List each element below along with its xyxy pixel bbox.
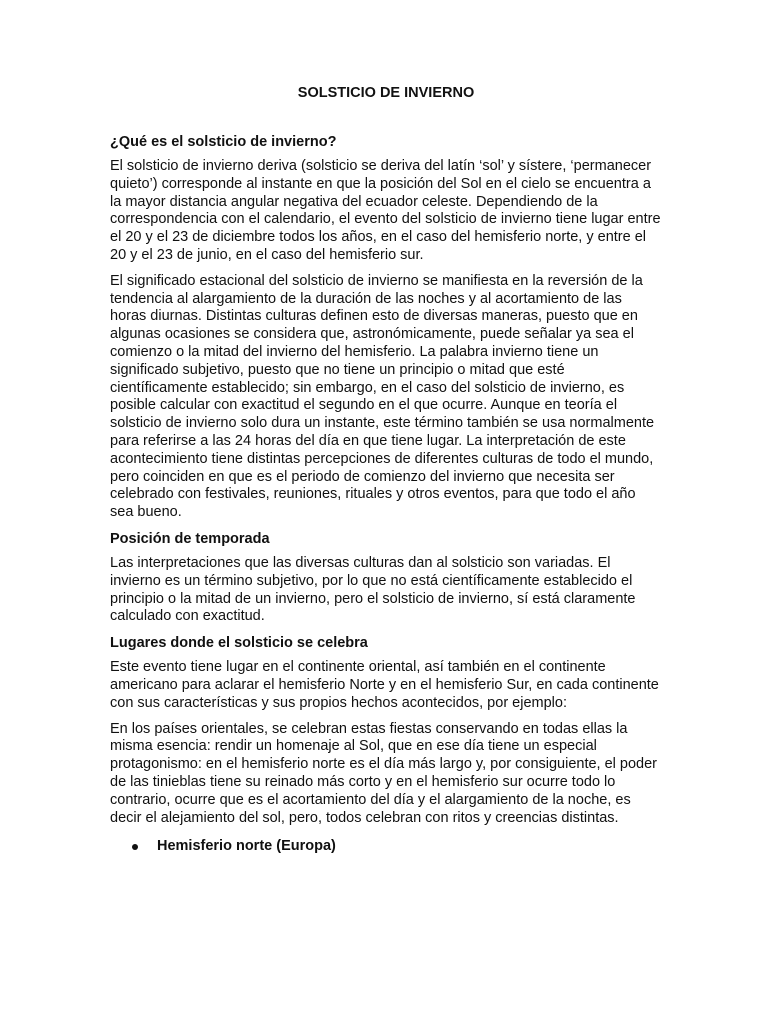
paragraph-definition: El solsticio de invierno deriva (solsticio se deriva del latín ‘sol’ y sístere, ‘permanecer quieto’) corresponde al instante en que la posición del Sol en el cielo se encuentra a la mayor distancia angular negativa del ecuador celeste. Dependiendo de la correspondencia con el calendario, el evento del solsticio de invierno tiene lugar entre el 20 y el 23 de diciembre todos los años, en el caso del hemisferio norte, y entre el 20 y el 23 de junio, en el caso del hemisferio sur. (110, 158, 661, 263)
document-title: SOLSTICIO DE INVIERNO (297, 85, 475, 101)
bullet-dot-icon (132, 844, 138, 850)
list-item (110, 837, 662, 855)
bullet-text: Hemisferio norte (Europa) (157, 838, 336, 855)
paragraph-event-location: Este evento tiene lugar en el continente oriental, así también en el continente americano para aclarar el hemisferio Norte y en el hemisferio Sur, en cada continente con sus características y sus propios hechos acontecidos, por ejemplo: (110, 659, 659, 711)
paragraph-interpretations: Las interpretaciones que las diversas culturas dan al solsticio son variadas. El invierno es un término subjetivo, por lo que no está científicamente establecido el principio o la mitad de un invierno, pero el solsticio de invierno, sí está claramente calculado con exactitud. (110, 554, 636, 625)
paragraph-eastern-countries: En los países orientales, se celebran estas fiestas conservando en todas ellas la misma esencia: rendir un homenaje al Sol, que en ese día tiene un especial protagonismo: en el hemisferio norte es el día más largo y, por consiguiente, el poder de las tinieblas tiene su reinado más corto y en el hemisferio sur ocurre todo lo contrario, ocurre que es el acortamiento del día y el alargamiento de la noche, es decir el alejamiento del sol, pero, todos celebran con ritos y creencias distintas. (110, 720, 658, 826)
section-heading-places: Lugares donde el solsticio se celebra (110, 635, 368, 652)
document-page (110, 84, 662, 855)
section-heading-season-position: Posición de temporada (110, 530, 270, 547)
paragraph-seasonal-meaning: El significado estacional del solsticio de invierno se manifiesta en la reversión de la tendencia al alargamiento de la duración de las noches y al acortamiento de las horas diurnas. Distintas culturas definen esto de diversas maneras, puesto que en algunas ocasiones se considera que, astronómicamente, puede señalar ya sea el comienzo o la mitad del invierno del hemisferio. La palabra invierno tiene un significado subjetivo, puesto que no tiene un principio o mitad que esté científicamente establecido; sin embargo, en el caso del solsticio de invierno, es posible calcular con exactitud el segundo en el que ocurre. Aunque en teoría el solsticio de invierno solo dura un instante, este término también se usa normalmente para referirse a las 24 horas del día en que tiene lugar. La interpretación de este acontecimiento tiene distintas percepciones de diferentes culturas de todo el mundo, pero coinciden en que es el periodo de comienzo del invierno que necesita ser celebrado con festivales, reuniones, rituales y otros eventos, para que todo el año sea bueno. (110, 272, 655, 521)
bullet-list (110, 837, 662, 855)
section-heading-what-is: ¿Qué es el solsticio de invierno? (110, 134, 337, 150)
